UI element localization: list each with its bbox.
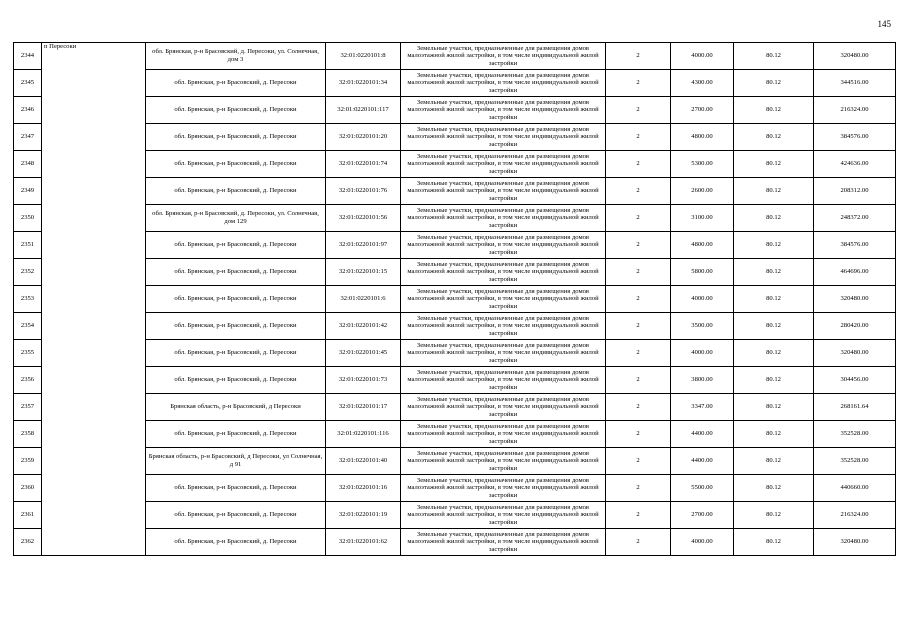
area-cell: 3100.00 [671, 205, 734, 232]
row-number: 2351 [14, 232, 42, 259]
row-number: 2357 [14, 394, 42, 421]
table-row [14, 97, 896, 124]
group-cell: 2 [606, 97, 671, 124]
cadastral-number-cell: 32:01:0220101:74 [326, 151, 401, 178]
address-cell: обл. Брянская, р-н Брасовский, д. Пересоки [146, 340, 326, 367]
row-number: 2344 [14, 43, 42, 70]
cadastral-value-cell: 268161.64 [814, 394, 896, 421]
cadastral-value-cell: 304456.00 [814, 367, 896, 394]
cadastral-number-cell: 32:01:0220101:17 [326, 394, 401, 421]
cadastral-value-cell: 352528.00 [814, 421, 896, 448]
area-cell: 4000.00 [671, 529, 734, 556]
row-number: 2355 [14, 340, 42, 367]
area-cell: 3500.00 [671, 313, 734, 340]
specific-value-cell: 80.12 [734, 313, 814, 340]
row-number: 2354 [14, 313, 42, 340]
table-row [14, 448, 896, 475]
table-row [14, 70, 896, 97]
specific-value-cell: 80.12 [734, 205, 814, 232]
permitted-use-cell: Земельные участки, предназначенные для размещения домов малоэтажной жилой застройки, в том числе индивидуальной жилой застройки [401, 178, 606, 205]
address-cell: обл. Брянская, р-н Брасовский, д. Пересоки [146, 178, 326, 205]
address-cell: обл. Брянская, р-н Брасовский, д. Пересоки, ул. Солнечная, дом 3 [146, 43, 326, 70]
row-number: 2360 [14, 475, 42, 502]
row-number: 2349 [14, 178, 42, 205]
row-number: 2348 [14, 151, 42, 178]
specific-value-cell: 80.12 [734, 394, 814, 421]
address-cell: обл. Брянская, р-н Брасовский, д. Пересоки, ул. Солнечная, дом 129 [146, 205, 326, 232]
area-cell: 5800.00 [671, 259, 734, 286]
permitted-use-cell: Земельные участки, предназначенные для размещения домов малоэтажной жилой застройки, в том числе индивидуальной жилой застройки [401, 448, 606, 475]
area-cell: 4800.00 [671, 232, 734, 259]
group-cell: 2 [606, 502, 671, 529]
permitted-use-cell: Земельные участки, предназначенные для размещения домов малоэтажной жилой застройки, в том числе индивидуальной жилой застройки [401, 502, 606, 529]
specific-value-cell: 80.12 [734, 70, 814, 97]
cadastral-value-cell: 344516.00 [814, 70, 896, 97]
table-row [14, 394, 896, 421]
group-cell: 2 [606, 340, 671, 367]
cadastral-number-cell: 32:01:0220101:62 [326, 529, 401, 556]
table-row [14, 151, 896, 178]
cadastral-value-cell: 280420.00 [814, 313, 896, 340]
row-number: 2347 [14, 124, 42, 151]
area-cell: 2700.00 [671, 97, 734, 124]
row-number: 2362 [14, 529, 42, 556]
table-row [14, 313, 896, 340]
area-cell: 4000.00 [671, 286, 734, 313]
address-cell: обл. Брянская, р-н Брасовский, д. Пересоки [146, 502, 326, 529]
permitted-use-cell: Земельные участки, предназначенные для размещения домов малоэтажной жилой застройки, в том числе индивидуальной жилой застройки [401, 475, 606, 502]
address-cell: обл. Брянская, р-н Брасовский, д. Пересоки [146, 232, 326, 259]
permitted-use-cell: Земельные участки, предназначенные для размещения домов малоэтажной жилой застройки, в том числе индивидуальной жилой застройки [401, 232, 606, 259]
address-cell: обл. Брянская, р-н Брасовский, д. Пересоки [146, 367, 326, 394]
area-cell: 2600.00 [671, 178, 734, 205]
address-cell: обл. Брянская, р-н Брасовский, д. Пересоки [146, 70, 326, 97]
cadastral-value-cell: 384576.00 [814, 124, 896, 151]
cadastral-value-cell: 384576.00 [814, 232, 896, 259]
permitted-use-cell: Земельные участки, предназначенные для размещения домов малоэтажной жилой застройки, в том числе индивидуальной жилой застройки [401, 70, 606, 97]
table-body [14, 43, 896, 556]
settlement-cell: п Пересоки [42, 43, 146, 556]
row-number: 2353 [14, 286, 42, 313]
area-cell: 4000.00 [671, 43, 734, 70]
specific-value-cell: 80.12 [734, 529, 814, 556]
row-number: 2352 [14, 259, 42, 286]
group-cell: 2 [606, 394, 671, 421]
address-cell: обл. Брянская, р-н Брасовский, д. Пересоки [146, 529, 326, 556]
permitted-use-cell: Земельные участки, предназначенные для размещения домов малоэтажной жилой застройки, в том числе индивидуальной жилой застройки [401, 124, 606, 151]
group-cell: 2 [606, 367, 671, 394]
cadastral-value-cell: 440660.00 [814, 475, 896, 502]
permitted-use-cell: Земельные участки, предназначенные для размещения домов малоэтажной жилой застройки, в том числе индивидуальной жилой застройки [401, 421, 606, 448]
cadastral-number-cell: 32:01:0220101:20 [326, 124, 401, 151]
table-row [14, 529, 896, 556]
table-row [14, 124, 896, 151]
group-cell: 2 [606, 205, 671, 232]
specific-value-cell: 80.12 [734, 43, 814, 70]
specific-value-cell: 80.12 [734, 151, 814, 178]
cadastral-number-cell: 32:01:0220101:19 [326, 502, 401, 529]
permitted-use-cell: Земельные участки, предназначенные для размещения домов малоэтажной жилой застройки, в том числе индивидуальной жилой застройки [401, 313, 606, 340]
group-cell: 2 [606, 421, 671, 448]
cadastral-number-cell: 32:01:0220101:73 [326, 367, 401, 394]
cadastral-value-cell: 216324.00 [814, 502, 896, 529]
group-cell: 2 [606, 259, 671, 286]
address-cell: обл. Брянская, р-н Брасовский, д. Пересоки [146, 124, 326, 151]
permitted-use-cell: Земельные участки, предназначенные для размещения домов малоэтажной жилой застройки, в том числе индивидуальной жилой застройки [401, 340, 606, 367]
address-cell: обл. Брянская, р-н Брасовский, д. Пересоки [146, 151, 326, 178]
group-cell: 2 [606, 178, 671, 205]
cadastral-value-cell: 464696.00 [814, 259, 896, 286]
table-row [14, 421, 896, 448]
cadastral-value-cell: 248372.00 [814, 205, 896, 232]
specific-value-cell: 80.12 [734, 421, 814, 448]
address-cell: Брянская область, р-н Брасовский, д Пересоки, ул Солнечная, д 91 [146, 448, 326, 475]
permitted-use-cell: Земельные участки, предназначенные для размещения домов малоэтажной жилой застройки, в том числе индивидуальной жилой застройки [401, 286, 606, 313]
group-cell: 2 [606, 151, 671, 178]
table-row [14, 259, 896, 286]
specific-value-cell: 80.12 [734, 448, 814, 475]
cadastral-value-cell: 320480.00 [814, 529, 896, 556]
group-cell: 2 [606, 313, 671, 340]
cadastral-number-cell: 32:01:0220101:76 [326, 178, 401, 205]
area-cell: 2700.00 [671, 502, 734, 529]
row-number: 2356 [14, 367, 42, 394]
address-cell: обл. Брянская, р-н Брасовский, д. Пересоки [146, 475, 326, 502]
area-cell: 4800.00 [671, 124, 734, 151]
group-cell: 2 [606, 286, 671, 313]
area-cell: 4400.00 [671, 421, 734, 448]
table-row [14, 286, 896, 313]
cadastral-number-cell: 32:01:0220101:15 [326, 259, 401, 286]
page-number: 145 [877, 19, 891, 29]
cadastral-number-cell: 32:01:0220101:6 [326, 286, 401, 313]
address-cell: обл. Брянская, р-н Брасовский, д. Пересоки [146, 313, 326, 340]
permitted-use-cell: Земельные участки, предназначенные для размещения домов малоэтажной жилой застройки, в том числе индивидуальной жилой застройки [401, 367, 606, 394]
address-cell: обл. Брянская, р-н Брасовский, д. Пересоки [146, 259, 326, 286]
cadastral-value-cell: 320480.00 [814, 43, 896, 70]
row-number: 2359 [14, 448, 42, 475]
group-cell: 2 [606, 529, 671, 556]
specific-value-cell: 80.12 [734, 502, 814, 529]
area-cell: 3800.00 [671, 367, 734, 394]
table-row [14, 43, 896, 70]
address-cell: обл. Брянская, р-н Брасовский, д. Пересоки [146, 286, 326, 313]
table-row [14, 205, 896, 232]
permitted-use-cell: Земельные участки, предназначенные для размещения домов малоэтажной жилой застройки, в том числе индивидуальной жилой застройки [401, 151, 606, 178]
cadastral-number-cell: 32:01:0220101:116 [326, 421, 401, 448]
cadastral-number-cell: 32:01:0220101:56 [326, 205, 401, 232]
cadastral-value-cell: 208312.00 [814, 178, 896, 205]
group-cell: 2 [606, 124, 671, 151]
cadastral-number-cell: 32:01:0220101:117 [326, 97, 401, 124]
group-cell: 2 [606, 70, 671, 97]
specific-value-cell: 80.12 [734, 97, 814, 124]
area-cell: 4000.00 [671, 340, 734, 367]
group-cell: 2 [606, 475, 671, 502]
area-cell: 5500.00 [671, 475, 734, 502]
cadastral-number-cell: 32:01:0220101:40 [326, 448, 401, 475]
address-cell: Брянская область, р-н Брасовский, д Пересоки [146, 394, 326, 421]
row-number: 2358 [14, 421, 42, 448]
cadastral-number-cell: 32:01:0220101:16 [326, 475, 401, 502]
cadastral-number-cell: 32:01:0220101:42 [326, 313, 401, 340]
table-row [14, 178, 896, 205]
group-cell: 2 [606, 448, 671, 475]
permitted-use-cell: Земельные участки, предназначенные для размещения домов малоэтажной жилой застройки, в том числе индивидуальной жилой застройки [401, 97, 606, 124]
table-row [14, 367, 896, 394]
specific-value-cell: 80.12 [734, 178, 814, 205]
cadastral-value-cell: 352528.00 [814, 448, 896, 475]
cadastral-number-cell: 32:01:0220101:97 [326, 232, 401, 259]
area-cell: 4400.00 [671, 448, 734, 475]
specific-value-cell: 80.12 [734, 232, 814, 259]
specific-value-cell: 80.12 [734, 367, 814, 394]
row-number: 2346 [14, 97, 42, 124]
table-row [14, 502, 896, 529]
area-cell: 3347.00 [671, 394, 734, 421]
cadastral-value-table [13, 42, 896, 556]
specific-value-cell: 80.12 [734, 475, 814, 502]
address-cell: обл. Брянская, р-н Брасовский, д. Пересоки [146, 97, 326, 124]
specific-value-cell: 80.12 [734, 259, 814, 286]
permitted-use-cell: Земельные участки, предназначенные для размещения домов малоэтажной жилой застройки, в том числе индивидуальной жилой застройки [401, 259, 606, 286]
cadastral-value-cell: 320480.00 [814, 340, 896, 367]
permitted-use-cell: Земельные участки, предназначенные для размещения домов малоэтажной жилой застройки, в том числе индивидуальной жилой застройки [401, 43, 606, 70]
cadastral-value-cell: 320480.00 [814, 286, 896, 313]
specific-value-cell: 80.12 [734, 286, 814, 313]
cadastral-number-cell: 32:01:0220101:34 [326, 70, 401, 97]
cadastral-value-cell: 216324.00 [814, 97, 896, 124]
cadastral-number-cell: 32:01:0220101:8 [326, 43, 401, 70]
table-row [14, 475, 896, 502]
cadastral-value-cell: 424636.00 [814, 151, 896, 178]
area-cell: 4300.00 [671, 70, 734, 97]
row-number: 2345 [14, 70, 42, 97]
permitted-use-cell: Земельные участки, предназначенные для размещения домов малоэтажной жилой застройки, в том числе индивидуальной жилой застройки [401, 205, 606, 232]
specific-value-cell: 80.12 [734, 340, 814, 367]
row-number: 2361 [14, 502, 42, 529]
table-row [14, 340, 896, 367]
table-row [14, 232, 896, 259]
group-cell: 2 [606, 43, 671, 70]
specific-value-cell: 80.12 [734, 124, 814, 151]
area-cell: 5300.00 [671, 151, 734, 178]
permitted-use-cell: Земельные участки, предназначенные для размещения домов малоэтажной жилой застройки, в том числе индивидуальной жилой застройки [401, 394, 606, 421]
row-number: 2350 [14, 205, 42, 232]
group-cell: 2 [606, 232, 671, 259]
cadastral-number-cell: 32:01:0220101:45 [326, 340, 401, 367]
address-cell: обл. Брянская, р-н Брасовский, д. Пересоки [146, 421, 326, 448]
permitted-use-cell: Земельные участки, предназначенные для размещения домов малоэтажной жилой застройки, в том числе индивидуальной жилой застройки [401, 529, 606, 556]
